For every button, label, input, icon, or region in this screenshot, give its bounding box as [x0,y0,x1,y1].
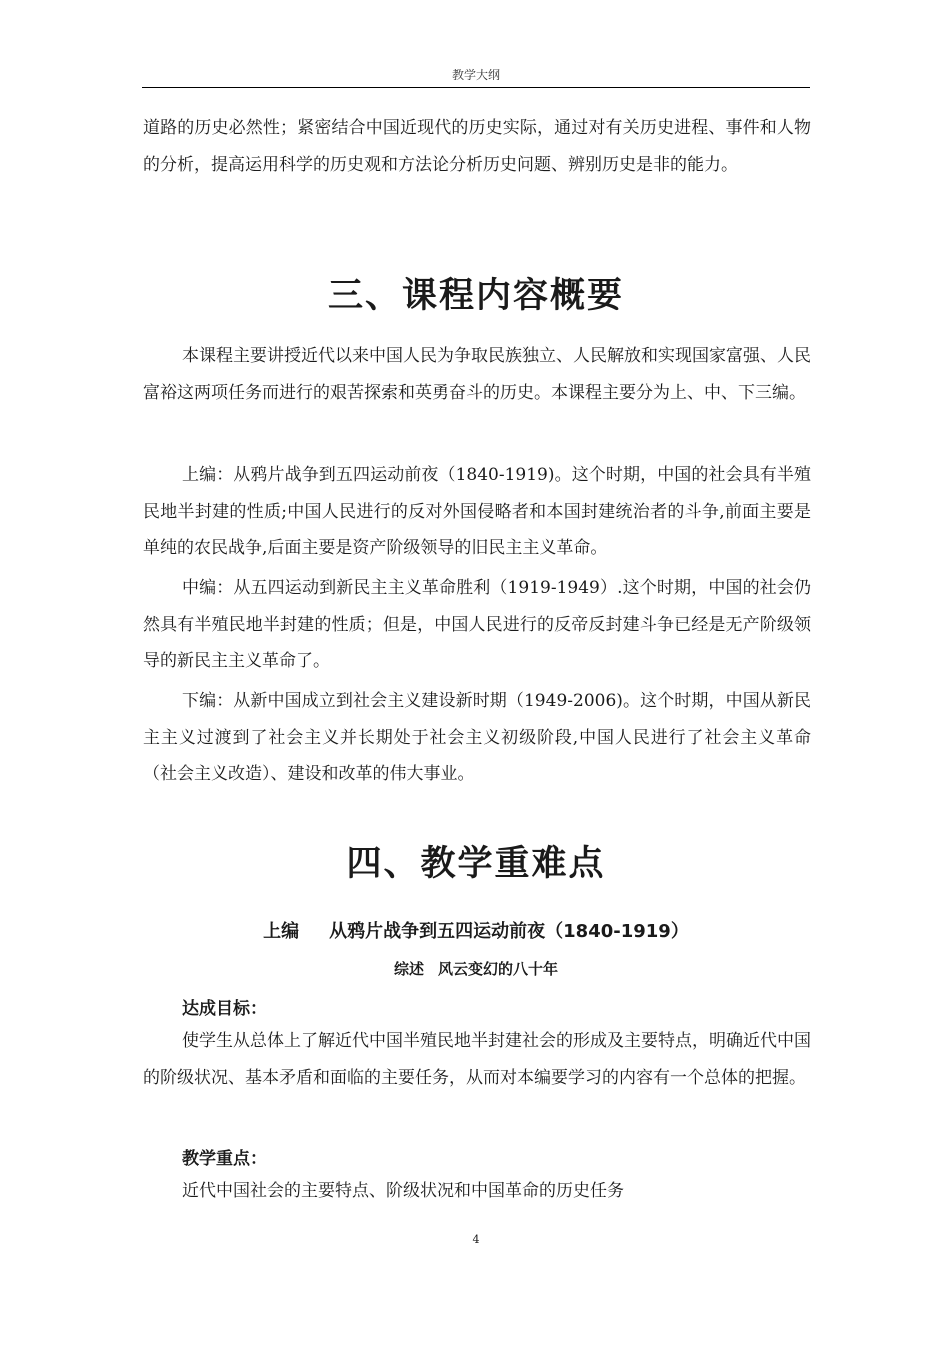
page-number: 4 [472,1233,480,1246]
overview-title: 风云变幻的八十年 [438,960,559,978]
part-label: 上编 [263,921,300,942]
section3-paragraph-2: 上编：从鸦片战争到五四运动前夜（1840-1919)。这个时期，中国的社会具有半殖民地半封建的性质;中国人民进行的反对外国侵略者和本国封建统治者的斗争,前面主要是单纯的农民战争,后面主要是资产阶级领导的旧民主主义革命。 [143,465,811,558]
header-divider [142,87,810,88]
focus-label: 教学重点： [182,1149,267,1169]
overview-label: 综述 [393,960,424,978]
overview-heading [142,958,810,979]
intro-continuation: 道路的历史必然性；紧密结合中国近现代的历史实际，通过对有关历史进程、事件和人物的分析，提高运用科学的历史观和方法论分析历史问题、辨别历史是非的能力。 [143,118,811,175]
section-title-3: 三、课程内容概要 [327,276,624,316]
focus-text: 近代中国社会的主要特点、阶级状况和中国革命的历史任务 [182,1181,624,1201]
section3-paragraph-3: 中编：从五四运动到新民主主义革命胜利（1919-1949）.这个时期，中国的社会仍然具有半殖民地半封建的性质；但是，中国人民进行的反帝反封建斗争已经是无产阶级领导的新民主主义革命了。 [143,578,811,671]
part-heading [142,917,810,943]
section-title-4: 四、教学重难点 [346,844,606,884]
goal-text: 使学生从总体上了解近代中国半殖民地半封建社会的形成及主要特点，明确近代中国的阶级状况、基本矛盾和面临的主要任务，从而对本编要学习的内容有一个总体的把握。 [143,1031,811,1088]
part-title: 从鸦片战争到五四运动前夜（1840-1919） [329,921,689,942]
section3-paragraph-1: 本课程主要讲授近代以来中国人民为争取民族独立、人民解放和实现国家富强、人民富裕这两项任务而进行的艰苦探索和英勇奋斗的历史。本课程主要分为上、中、下三编。 [143,346,811,403]
page-header: 教学大纲 [451,68,500,82]
goal-label: 达成目标： [182,999,267,1019]
section3-paragraph-4: 下编：从新中国成立到社会主义建设新时期（1949-2006)。这个时期，中国从新民主主义过渡到了社会主义并长期处于社会主义初级阶段,中国人民进行了社会主义革命（社会主义改造）、建设和改革的伟大事业。 [143,691,811,784]
